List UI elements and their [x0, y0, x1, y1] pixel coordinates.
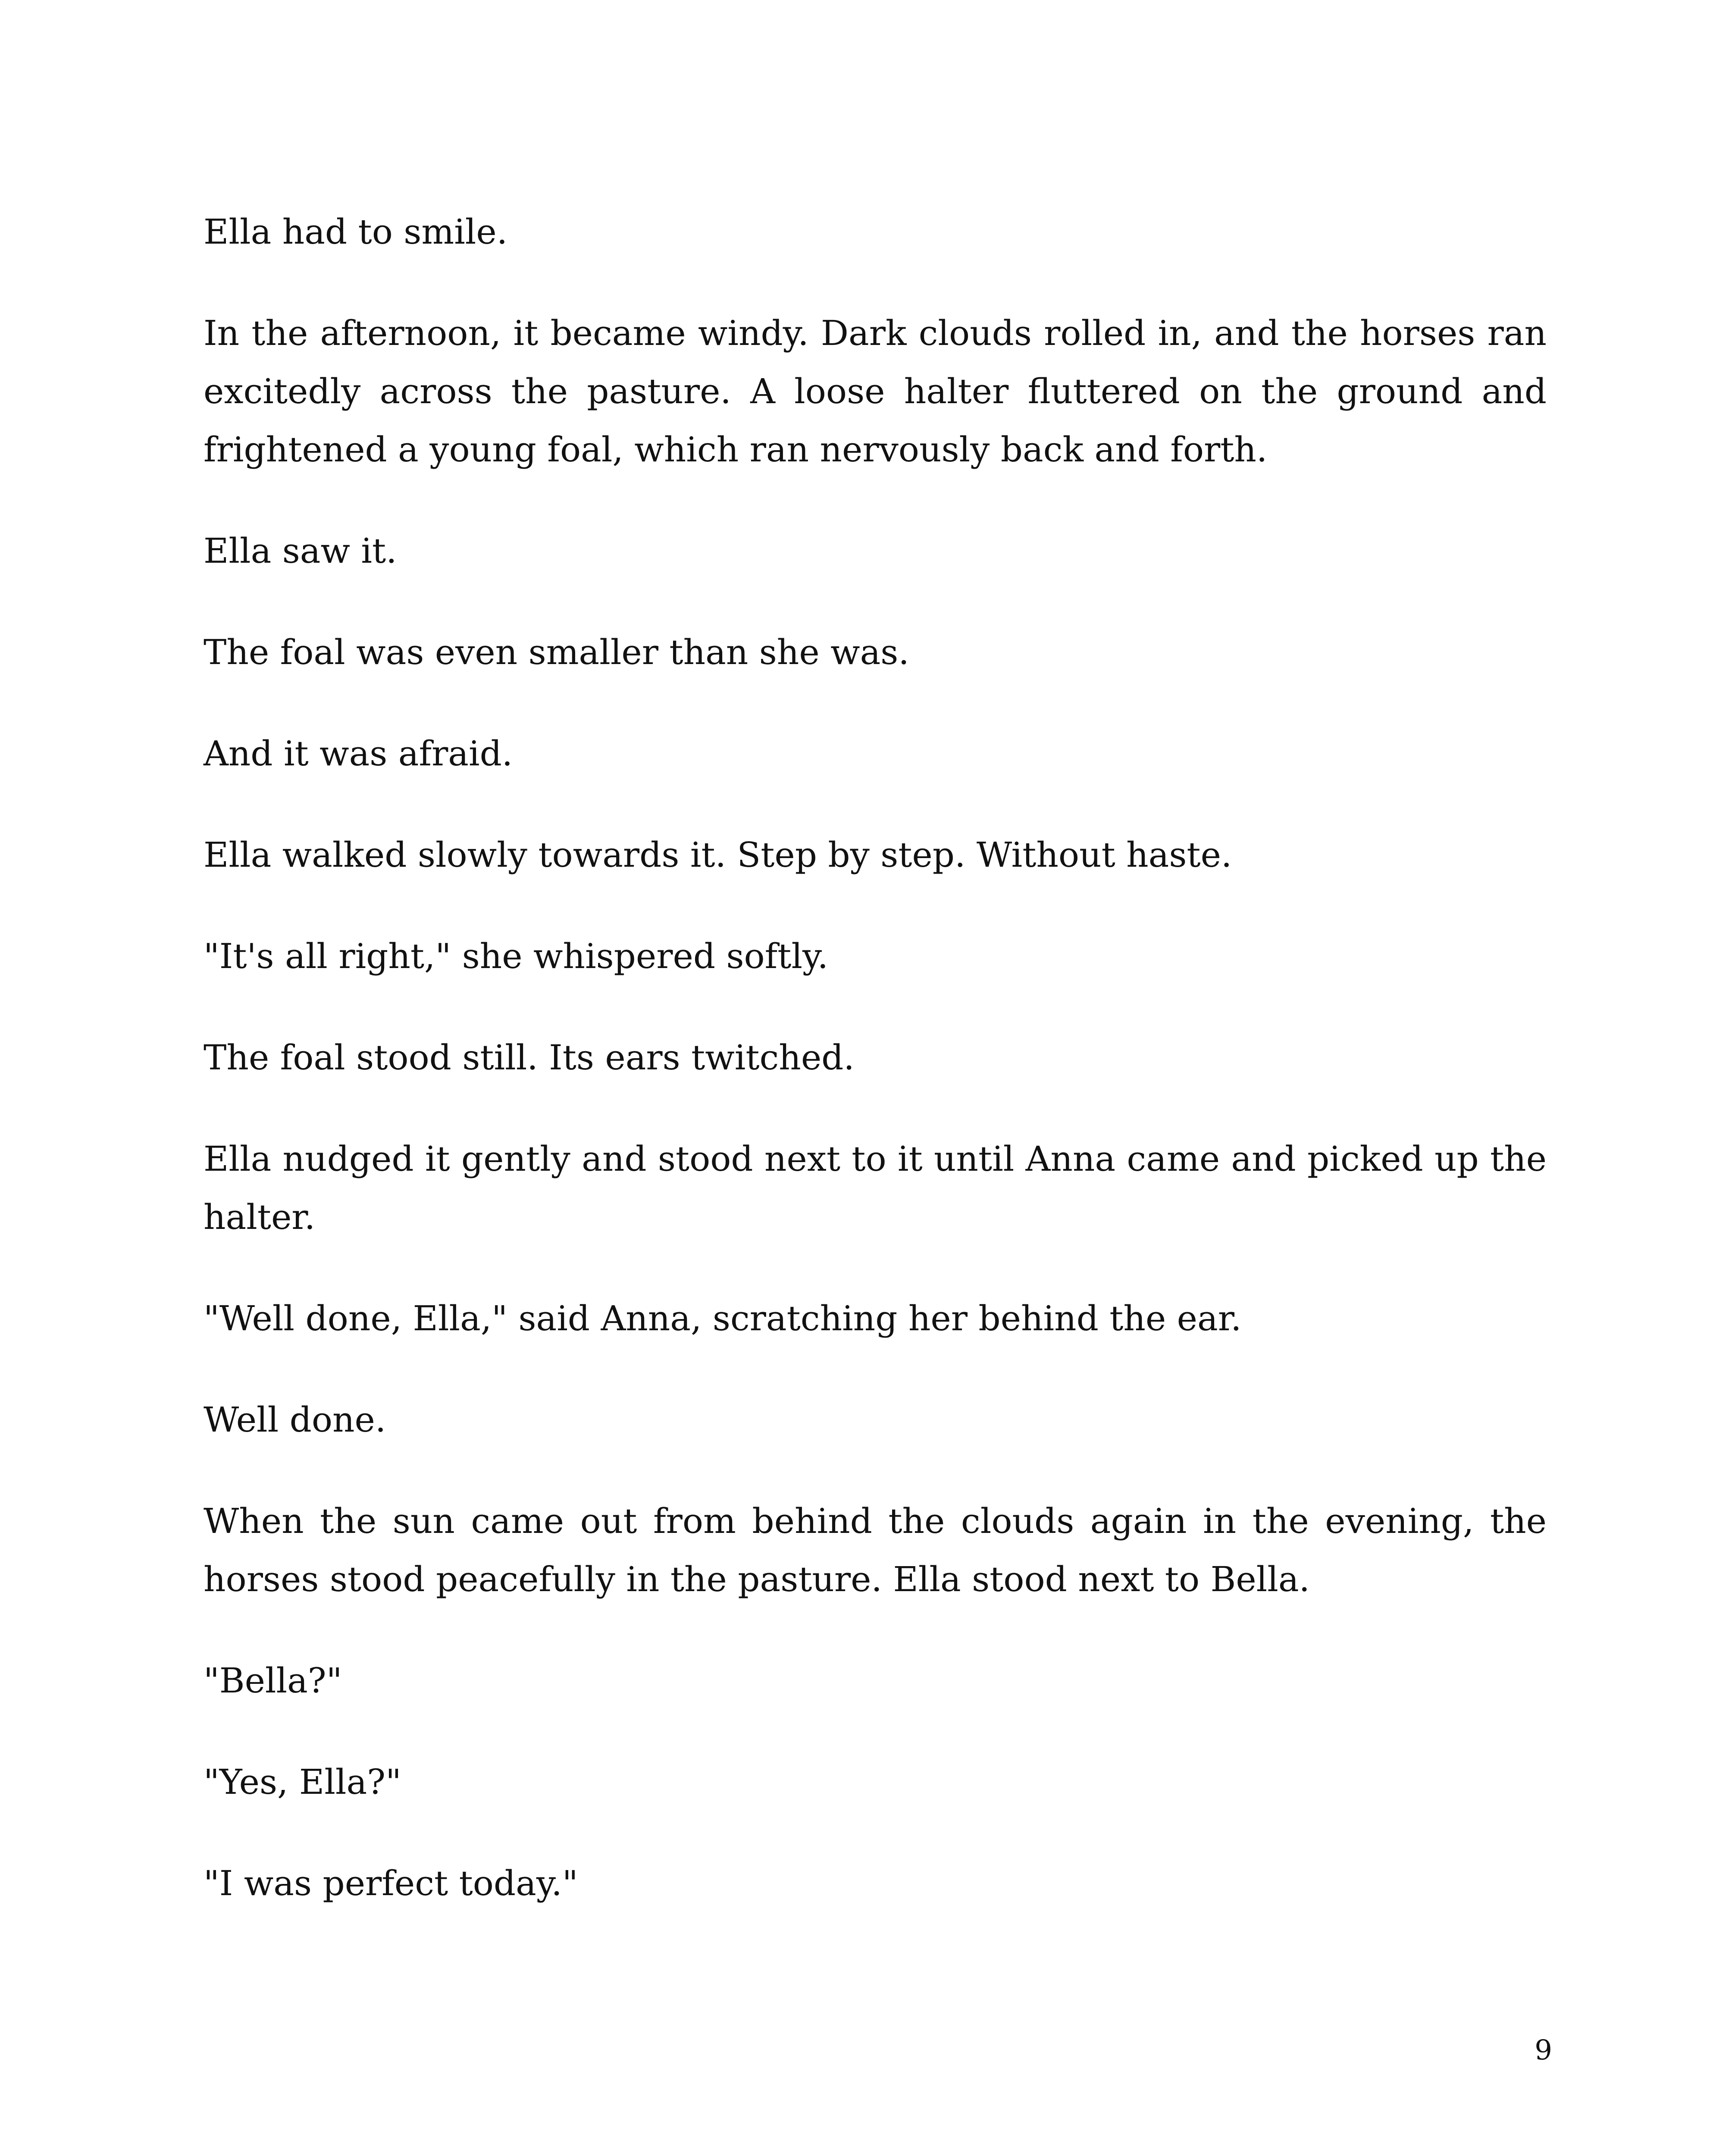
- paragraph-2: In the afternoon, it became windy. Dark clouds rolled in, and the horses ran excitedly across the pasture. A loose halter fluttered on the ground and frightened a young foal, which ran nervously back and forth.: [204, 313, 1547, 470]
- paragraph-14: "Yes, Ella?": [204, 1762, 401, 1802]
- paragraph-7: "It's all right," she whispered softly.: [204, 936, 829, 976]
- paragraph-1: Ella had to smile.: [204, 212, 508, 252]
- page-number: 9: [1535, 2034, 1552, 2066]
- paragraph-3: Ella saw it.: [204, 531, 397, 571]
- paragraph-15: "I was perfect today.": [204, 1863, 578, 1903]
- paragraph-8: The foal stood still. Its ears twitched.: [204, 1037, 855, 1078]
- body-text: [204, 203, 1547, 1955]
- paragraph-11: Well done.: [204, 1400, 386, 1440]
- paragraph-12: When the sun came out from behind the clouds again in the evening, the horses stood peacefully in the pasture. Ella stood next to Bella.: [204, 1501, 1547, 1599]
- paragraph-6: Ella walked slowly towards it. Step by step. Without haste.: [204, 835, 1232, 875]
- paragraph-13: "Bella?": [204, 1661, 342, 1701]
- paragraph-10: "Well done, Ella," said Anna, scratching her behind the ear.: [204, 1298, 1242, 1338]
- paragraph-4: The foal was even smaller than she was.: [204, 632, 909, 672]
- paragraph-9: Ella nudged it gently and stood next to it until Anna came and picked up the halter.: [204, 1139, 1547, 1237]
- paragraph-5: And it was afraid.: [204, 733, 513, 774]
